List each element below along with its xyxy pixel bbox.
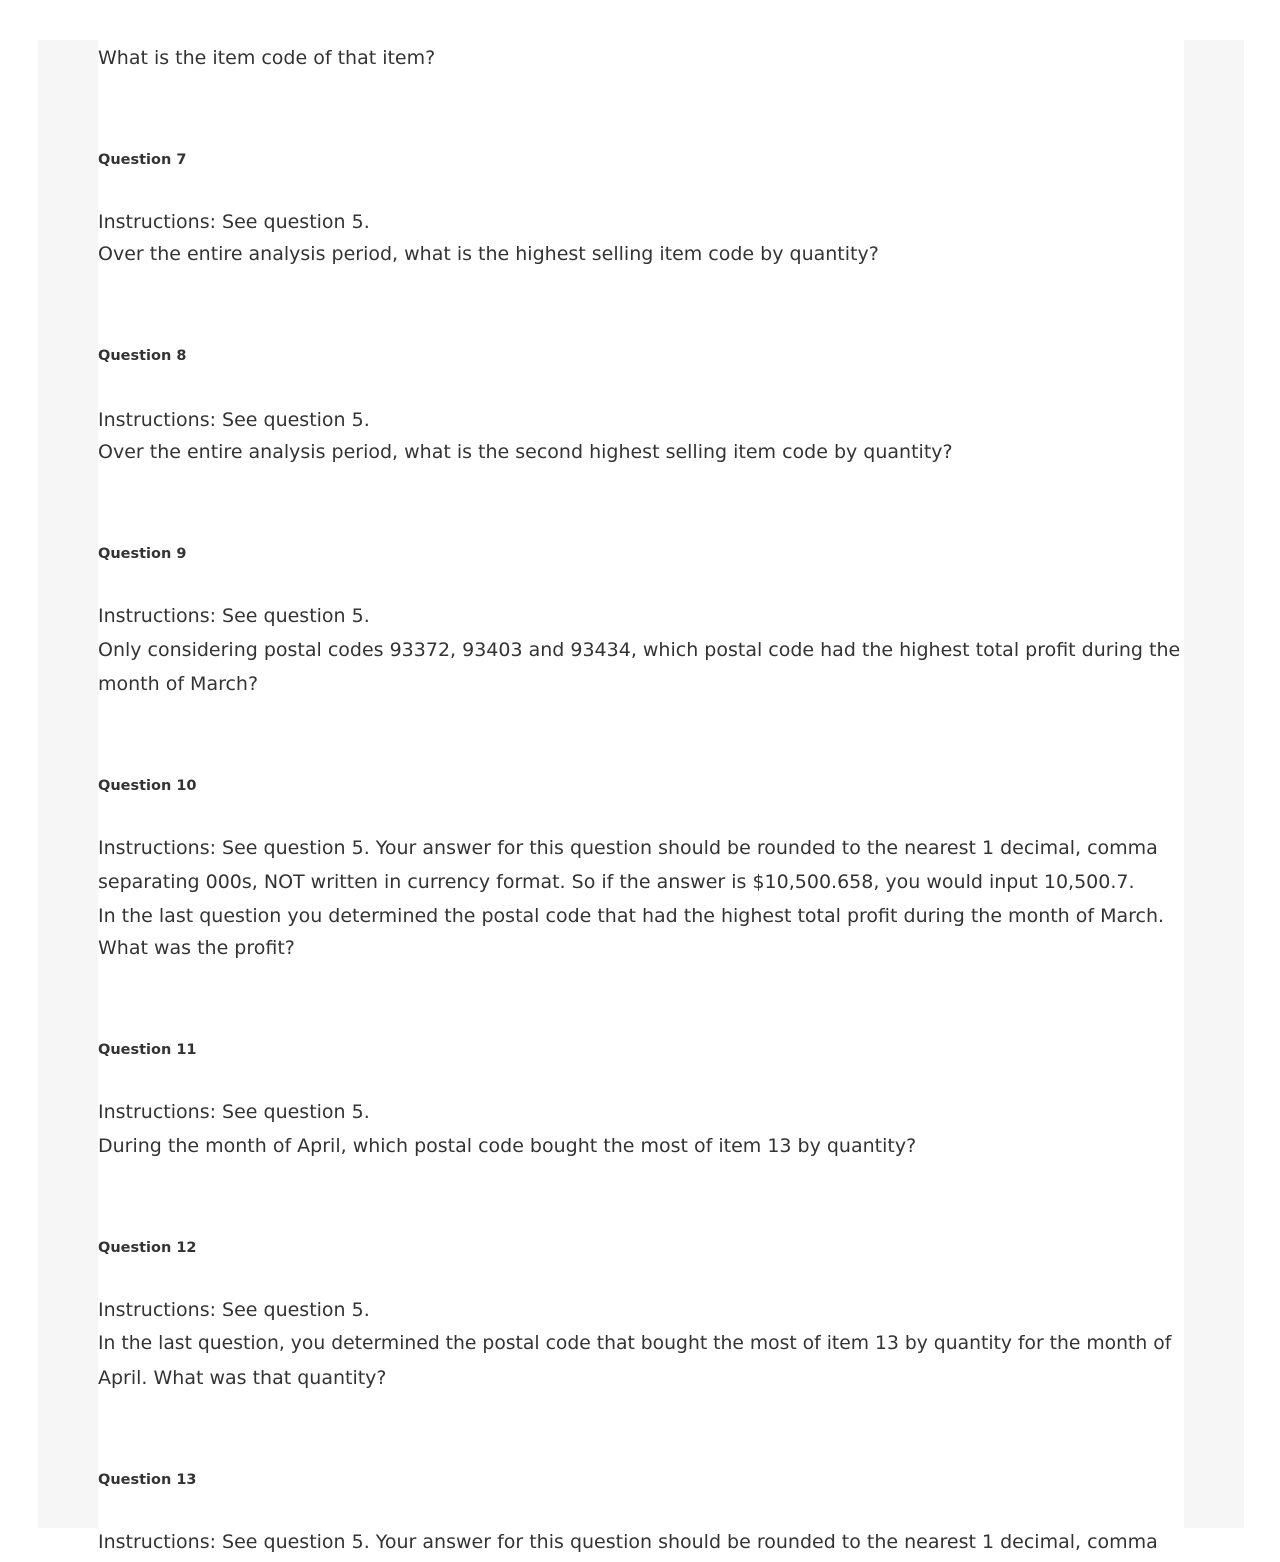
question-heading: Question 13 [98, 1472, 197, 1488]
right-gutter [1184, 40, 1244, 1528]
question-text-line: month of March? [98, 673, 259, 695]
left-gutter [38, 40, 98, 1528]
question-text-line: Instructions: See question 5. Your answer for this question should be rounded to the nearest 1 decimal, comma [98, 837, 1158, 859]
question-text-line: In the last question, you determined the postal code that bought the most of item 13 by quantity for the month of [98, 1333, 1172, 1354]
question-text-line: Over the entire analysis period, what is the highest selling item code by quantity? [98, 243, 879, 265]
question-text-line: Instructions: See question 5. [98, 1299, 370, 1321]
question-heading: Question 12 [98, 1240, 197, 1256]
question-text-line: What was the profit? [98, 937, 295, 959]
question-text-line: Only considering postal codes 93372, 93403 and 93434, which postal code had the highest total profit during the [98, 639, 1181, 661]
question-text-line: Instructions: See question 5. [98, 1101, 370, 1123]
question-text-line: During the month of April, which postal code bought the most of item 13 by quantity? [98, 1135, 917, 1157]
question-text-line: Instructions: See question 5. [98, 211, 370, 233]
question-text-line: April. What was that quantity? [98, 1367, 387, 1389]
question-text-line: Instructions: See question 5. [98, 605, 370, 627]
question-heading: Question 7 [98, 152, 187, 168]
question-text-line: separating 000s, NOT written in currency format. So if the answer is $10,500.658, you would input 10,500.7. [98, 871, 1135, 893]
question-text-line: Instructions: See question 5. [98, 409, 370, 431]
question-text-line: In the last question you determined the postal code that had the highest total profit during the month of March. [98, 905, 1165, 927]
question-heading: Question 11 [98, 1042, 197, 1058]
intro-text: What is the item code of that item? [98, 47, 436, 69]
question-heading: Question 10 [98, 778, 197, 794]
question-text-line: Over the entire analysis period, what is the second highest selling item code by quantity? [98, 441, 953, 463]
question-heading: Question 8 [98, 348, 187, 364]
question-heading: Question 9 [98, 546, 187, 562]
question-text-line: Instructions: See question 5. Your answer for this question should be rounded to the nearest 1 decimal, comma [98, 1531, 1158, 1553]
